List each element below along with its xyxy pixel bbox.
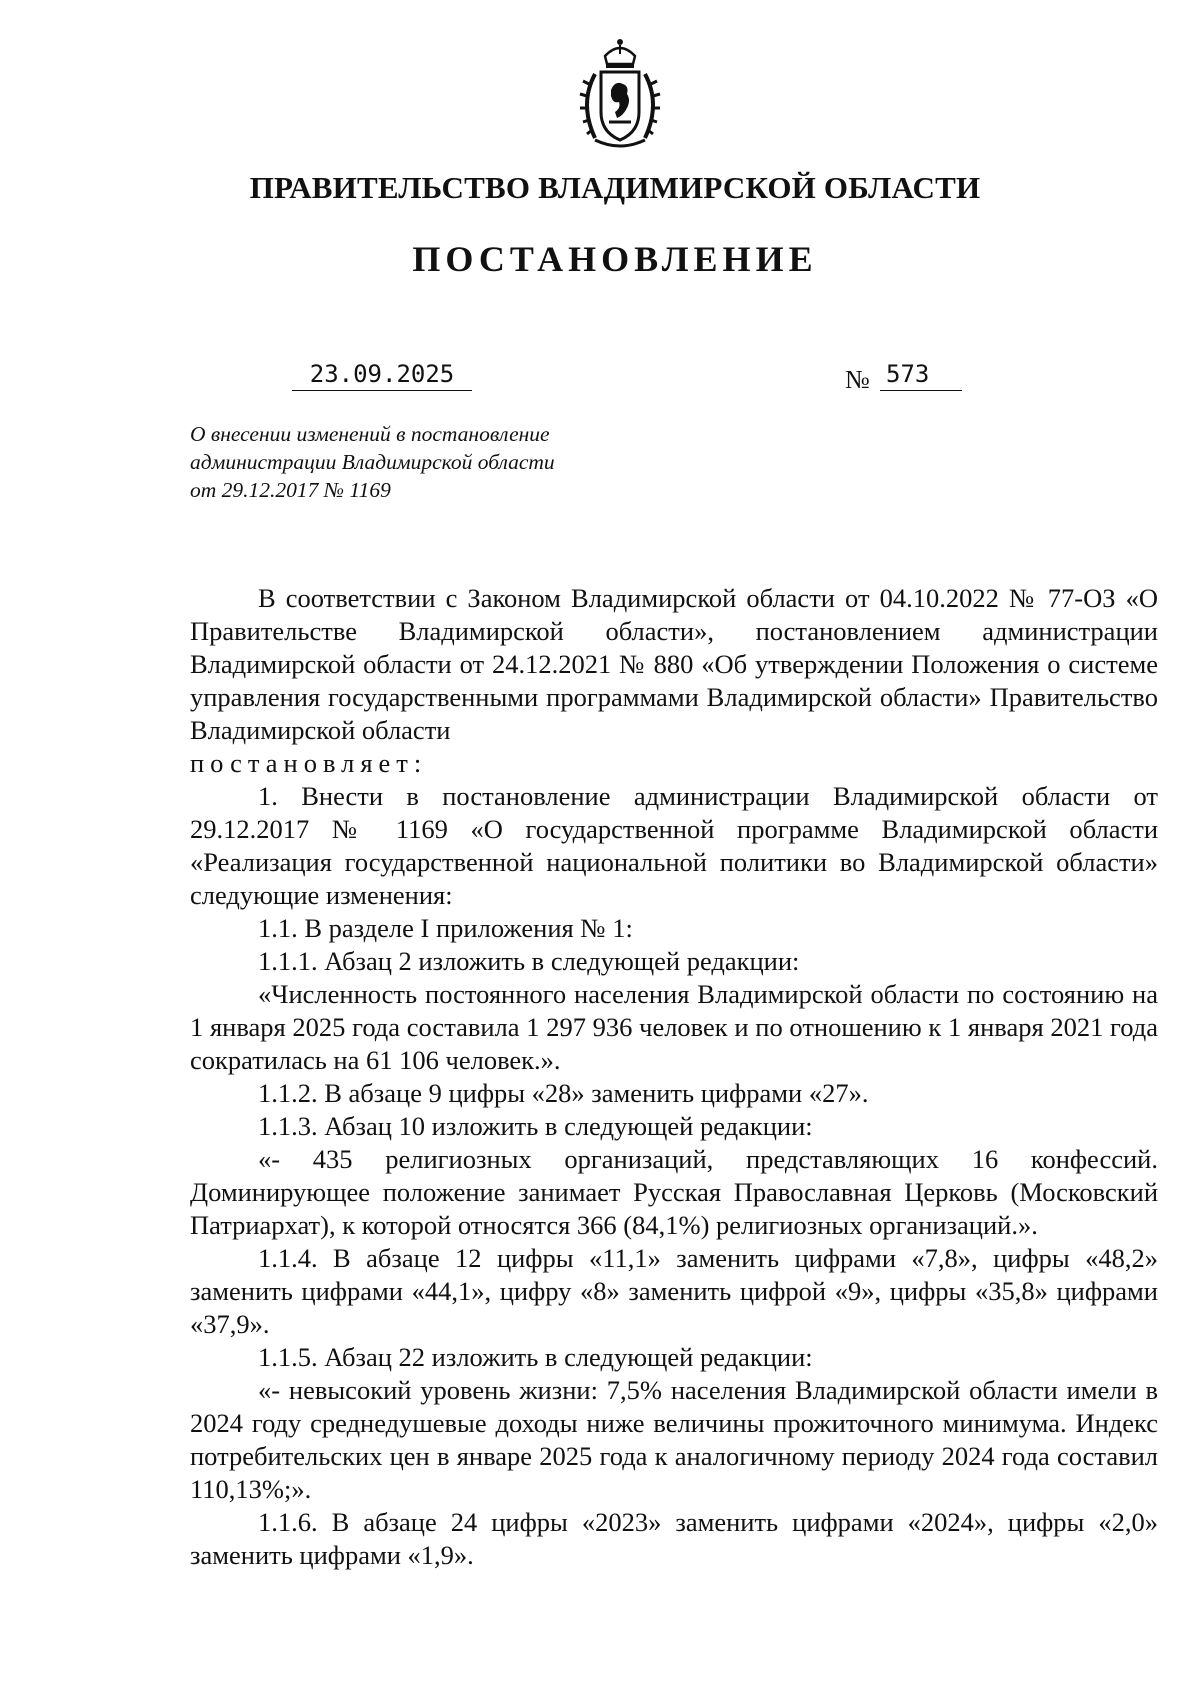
subject-line: администрации Владимирской области [190,450,555,474]
clause-1-1-2: 1.1.2. В абзаце 9 цифры «28» заменить цифрами «27». [258,1078,869,1108]
document-date: 23.09.2025 [292,360,472,391]
clause-1-1: 1.1. В разделе I приложения № 1: [258,913,633,943]
clause-1-1-3: 1.1.3. Абзац 10 изложить в следующей редакции: [258,1111,813,1141]
subject-line: О внесении изменений в постановление [190,422,550,446]
subject-line: от 29.12.2017 № 1169 [190,478,391,502]
clause-1-1-1: 1.1.1. Абзац 2 изложить в следующей редакции: [258,946,800,976]
preamble-paragraph: В соответствии с Законом Владимирской области от 04.10.2022 № 77-ОЗ «О Правительстве Владимирской области», постановлением администрации Владимирской области от 24.12.2021 № 880 «Об утверждении Положения о системе управления государственными программами Владимирской области» Правительство Владимирской области [190,583,1158,745]
coat-of-arms-icon [565,34,675,154]
document-number: 573 [880,360,962,391]
clause-1-1-4: 1.1.4. В абзаце 12 цифры «11,1» заменить цифрами «7,8», цифры «48,2» заменить цифрами «44,1», цифру «8» заменить цифрой «9», цифры «35,8» цифрами «37,9». [190,1243,1158,1339]
quoted-text: «- невысокий уровень жизни: 7,5% населения Владимирской области имели в 2024 году среднедушевые доходы ниже величины прожиточного минимума. Индекс потребительских цен в январе 2025 года к аналогичному периоду 2024 года составил 110,13%;». [190,1375,1158,1504]
resolves-word: постановляет: [190,748,428,778]
quoted-text: «Численность постоянного населения Владимирской области по состоянию на 1 января 2025 года составила 1 297 936 человек и по отношению к 1 января 2021 года сократилась на 61 106 человек.». [190,979,1158,1075]
document-type: ПОСТАНОВЛЕНИЕ [412,239,818,279]
number-sign: № [845,365,870,394]
document-body [190,582,1158,1572]
clause-1-1-5: 1.1.5. Абзац 22 изложить в следующей редакции: [258,1342,813,1372]
quoted-text: «- 435 религиозных организаций, представляющих 16 конфессий. Доминирующее положение занимает Русская Православная Церковь (Московский Патриархат), к которой относятся 366 (84,1%) религиозных организаций.». [190,1144,1158,1240]
clause-1: 1. Внести в постановление администрации Владимирской области от 29.12.2017 № 1169 «О государственной программе Владимирской области «Реализация государственной национальной политики во Владимирской области» следующие изменения: [190,781,1158,910]
document-subject [190,420,630,504]
organization-title: ПРАВИТЕЛЬСТВО ВЛАДИМИРСКОЙ ОБЛАСТИ [249,170,981,205]
clause-1-1-6: 1.1.6. В абзаце 24 цифры «2023» заменить цифрами «2024», цифры «2,0» заменить цифрами «1,9». [190,1507,1158,1570]
